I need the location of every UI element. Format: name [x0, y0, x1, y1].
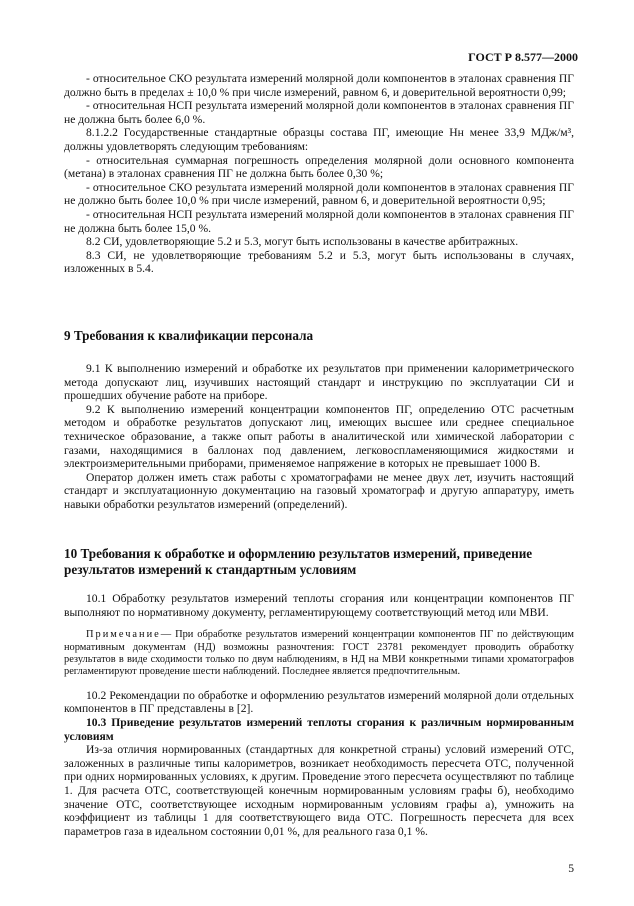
paragraph: 10.2 Рекомендации по обработке и оформлению результатов измерений молярной доли отдельных компонентов в ПГ представлены в [2].: [64, 688, 574, 716]
paragraph: 9.1 К выполнению измерений и обработке их результатов при применении калориметрического метода допускают лиц, изучивших настоящий стандарт и инструкцию по эксплуатации СИ и прошедших обучение работе на приборе.: [64, 362, 574, 403]
paragraph: Оператор должен иметь стаж работы с хроматографами не менее двух лет, изучить настоящий стандарт и эксплуатационную документацию на газовый хроматограф и другую аппаратуру, иметь навыки обработки результатов измерений (определений).: [64, 470, 574, 511]
section8-continuation: [64, 72, 574, 276]
section10-heading: 10 Требования к обработке и оформлению результатов измерений, приведение результатов измерений к стандартным условиям: [64, 546, 533, 577]
paragraph: - относительная суммарная погрешность определения молярной доли основного компонента (метана) в эталонах сравнения ПГ не должна быть более 0,30 %;: [64, 153, 574, 181]
section9-heading: 9 Требования к квалификации персонала: [64, 328, 314, 343]
section9-body: [64, 362, 574, 512]
note: [64, 629, 574, 679]
paragraph: 10.1 Обработку результатов измерений теплоты сгорания или концентрации компонентов ПГ выполняют по нормативному документу, регламентирующему соответствующий метод или МВИ.: [64, 592, 574, 619]
paragraph: - относительное СКО результата измерений молярной доли компонентов в эталонах сравнения ПГ не должно быть более 10,0 % при числе измерений, равном 6, и доверительной вероятности 0,95;: [64, 180, 574, 208]
paragraph: - относительное СКО результата измерений молярной доли компонентов в эталонах сравнения ПГ должно быть в пределах ± 10,0 % при числе измерений, равном 6, и доверительной вероятности 0,99;: [64, 72, 574, 99]
document-header: ГОСТ Р 8.577—2000: [468, 50, 578, 64]
subsection-heading: 10.3 Приведение результатов измерений теплоты сгорания к различным нормированным условиям: [64, 716, 574, 743]
page-number: 5: [568, 862, 574, 875]
note-label: Примечание: [86, 629, 161, 641]
note-text: — При обработке результатов измерений концентрации компонентов ПГ по действующим нормативным документам (НД) возможны разночтения: ГОСТ 23781 рекомендует проводить обработку результатов в виде сходимости только по двум наблюдениям, в НД на МВИ конкретными типами хроматографов регламентируют проведение шести наблюдений. Последнее является предпочтительным.: [64, 629, 574, 678]
paragraph: 8.2 СИ, удовлетворяющие 5.2 и 5.3, могут быть использованы в качестве арбитражных.: [86, 235, 519, 249]
paragraph: 8.1.2.2 Государственные стандартные образцы состава ПГ, имеющие Hн менее 33,9 МДж/м³, должны удовлетворять следующим требованиям:: [64, 126, 574, 153]
paragraph: Из-за отличия нормированных (стандартных для конкретной страны) условий измерений ОТС, заложенных в различные типы калориметров, возникает необходимость пересчета ОТС, полученной при одних нормированных условиях, к другим. Проведение этого пересчета осуществляют по таблице 1. Для расчета ОТС, соответствующей конечным нормированным условиям графы б), необходимо значение ОТС, соответствующее исходным нормированным условиям графы а), умножить на коэффициент из таблицы 1 для соответствующего вида ОТС. Погрешность пересчета для всех параметров газа в идеальном состоянии 0,01 %, для реального газа 0,1 %.: [64, 743, 574, 838]
paragraph: - относительная НСП результата измерений молярной доли компонентов в эталонах сравнения ПГ не должна быть более 6,0 %.: [64, 99, 574, 126]
paragraph: 9.2 К выполнению измерений концентрации компонентов ПГ, определению ОТС расчетным методом и обработке результатов допускают лиц, имеющих высшее или среднее специальное техническое образование, а также опыт работы в аналитической или химической лаборатории с газами, находящимися в баллонах под давлением, легковоспламеняющимися жидкостями и электроизмерительными приборами, применяемое напряжение в которых не превышает 1000 В.: [64, 402, 574, 471]
paragraph: 8.3 СИ, не удовлетворяющие требованиям 5.2 и 5.3, могут быть использованы в случаях, изложенных в 5.4.: [64, 248, 574, 276]
paragraph: - относительная НСП результата измерений молярной доли компонентов в эталонах сравнения ПГ не должна быть более 15,0 %.: [64, 207, 574, 235]
section10-body: [64, 592, 574, 838]
